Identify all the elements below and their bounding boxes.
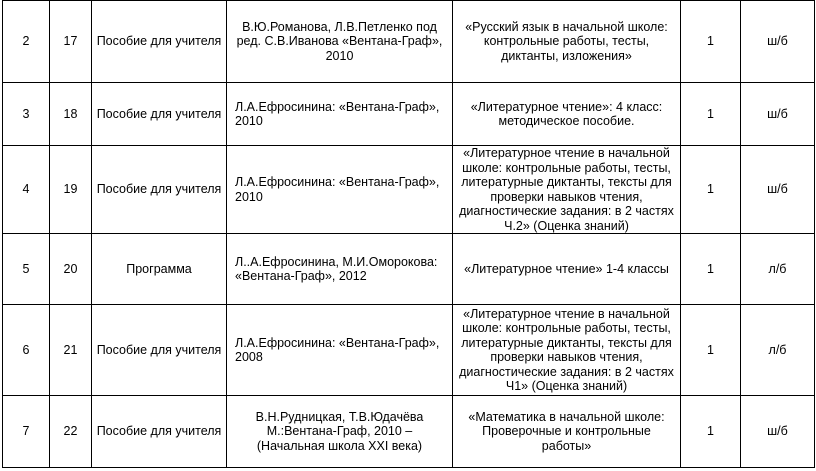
row-number-cell: 3: [3, 83, 50, 146]
title-cell: «Литературное чтение»: 4 класс: методическое пособие.: [453, 83, 681, 146]
table-row: [3, 146, 815, 234]
quantity-cell: 1: [681, 83, 741, 146]
library-cell: ш/б: [741, 146, 815, 234]
library-cell: ш/б: [741, 83, 815, 146]
quantity-cell: 1: [681, 146, 741, 234]
quantity-cell: 1: [681, 396, 741, 468]
row-number-cell: 6: [3, 305, 50, 396]
item-id-cell: 22: [50, 396, 92, 468]
library-cell: л/б: [741, 234, 815, 305]
resource-type-cell: Программа: [92, 234, 227, 305]
resource-type-cell: Пособие для учителя: [92, 305, 227, 396]
quantity-cell: 1: [681, 1, 741, 83]
resource-type-cell: Пособие для учителя: [92, 83, 227, 146]
table-row: [3, 83, 815, 146]
library-cell: л/б: [741, 305, 815, 396]
item-id-cell: 18: [50, 83, 92, 146]
author-publisher-cell: Л.А.Ефросинина: «Вентана-Граф», 2010: [227, 83, 453, 146]
author-publisher-cell: В.Ю.Романова, Л.В.Петленко под ред. С.В.Иванова «Вентана-Граф», 2010: [227, 1, 453, 83]
table-row: [3, 396, 815, 468]
table-row: [3, 1, 815, 83]
row-number-cell: 4: [3, 146, 50, 234]
row-number-cell: 2: [3, 1, 50, 83]
row-number-cell: 7: [3, 396, 50, 468]
title-cell: «Русский язык в начальной школе: контрольные работы, тесты, диктанты, изложения»: [453, 1, 681, 83]
quantity-cell: 1: [681, 305, 741, 396]
item-id-cell: 21: [50, 305, 92, 396]
author-publisher-cell: Л..А.Ефросинина, М.И.Оморокова: «Вентана-Граф», 2012: [227, 234, 453, 305]
title-cell: «Литературное чтение в начальной школе: контрольные работы, тесты, литературные диктанты, тексты для проверки навыков чтения, диагностические задания: в 2 частях Ч1» (Оценка знаний): [453, 305, 681, 396]
table-row: [3, 305, 815, 396]
resource-table: [2, 0, 815, 468]
row-number-cell: 5: [3, 234, 50, 305]
item-id-cell: 17: [50, 1, 92, 83]
author-publisher-cell: В.Н.Рудницкая, Т.В.Юдачёва М.:Вентана-Граф, 2010 – (Начальная школа XXI века): [227, 396, 453, 468]
table-row: [3, 234, 815, 305]
library-cell: ш/б: [741, 396, 815, 468]
resource-type-cell: Пособие для учителя: [92, 1, 227, 83]
author-publisher-cell: Л.А.Ефросинина: «Вентана-Граф», 2010: [227, 146, 453, 234]
library-cell: ш/б: [741, 1, 815, 83]
title-cell: «Литературное чтение» 1-4 классы: [453, 234, 681, 305]
title-cell: «Литературное чтение в начальной школе: контрольные работы, тесты, литературные диктанты, тексты для проверки навыков чтения, диагностические задания: в 2 частях Ч.2» (Оценка знаний): [453, 146, 681, 234]
title-cell: «Математика в начальной школе: Проверочные и контрольные работы»: [453, 396, 681, 468]
quantity-cell: 1: [681, 234, 741, 305]
resource-type-cell: Пособие для учителя: [92, 146, 227, 234]
item-id-cell: 20: [50, 234, 92, 305]
author-publisher-cell: Л.А.Ефросинина: «Вентана-Граф», 2008: [227, 305, 453, 396]
resource-type-cell: Пособие для учителя: [92, 396, 227, 468]
item-id-cell: 19: [50, 146, 92, 234]
